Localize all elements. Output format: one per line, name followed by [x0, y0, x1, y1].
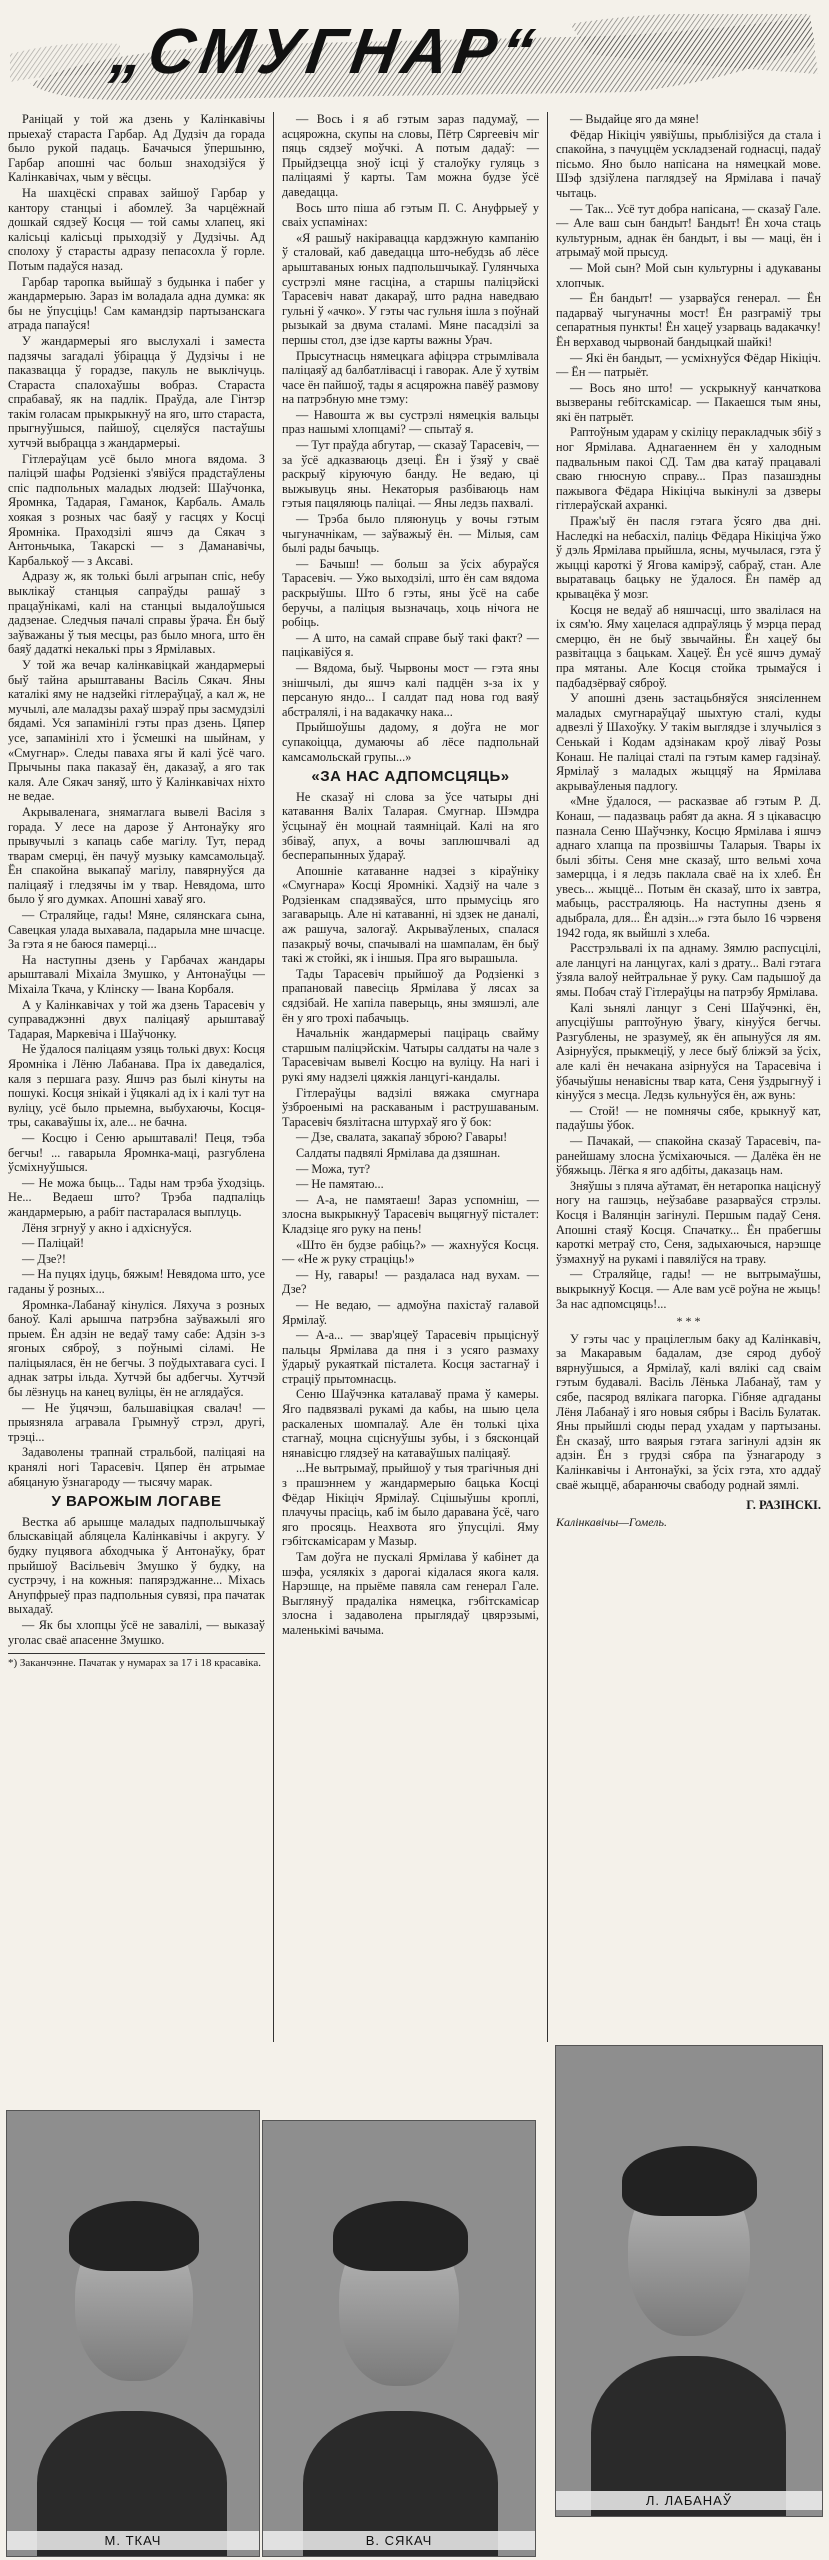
article-paragraph: — Не можа быць... Тады нам трэба ўходзіць. Не... Ведаеш што? Трэба падпаліць жандармерыю, а рабіт пастаралася выплуць.: [8, 1175, 265, 1219]
column-3: [556, 112, 821, 2042]
article-paragraph: — Так... Усё тут добра напісана, — сказаў Гале. — Але ваш сын бандыт! Бандыт! Ён хоча стаць культурным, аднак ён бандыт, і вы — маці, ён і атрымаў мой прысуд.: [556, 201, 821, 260]
article-paragraph: — Страляйце, гады! Мяне, сялянскага сына, Савецкая улада выхавала, падарыла мне шчасце. За гэта я не баюся памерці...: [8, 908, 265, 952]
article-paragraph: Расстрэльвалі іх па аднаму. Зямлю распусцілі, але ланцугі на ланцугах, калі з драту... Валі гэтага ўзяла валоў нейтральнае ў руку. Сам падышоў да ямы. Побач стаў Гітлераўцы на патрэбу Ярмілава.: [556, 941, 821, 1000]
article-paragraph: Яромнка-Лабанаў кінуліся. Ляхуча з розных баноў. Калі арышча патрэбна заўважылі яго прыем. Ён адзін не ведаў таму сабе: Адзін з-з ягоных сяброў, з поўнымі сіламі. Не паліцыялася, ён не бегчы. З поўдыхтавага сусі. І аднак затры ільда. Хутчэй бы адбегчы. Хутчэй бы лёзнуць на канец вуліцы, ён не аглядаўся.: [8, 1297, 265, 1400]
article-header: [0, 0, 829, 112]
section-heading: У ВАРОЖЫМ ЛОГАВЕ: [51, 1493, 222, 1511]
article-paragraph: Начальнік жандармерыі паціраць свайму старшым паліцэйскім. Чатыры салдаты на чале з Тарасевічам вывелі Косцю на вуліцу. На нагі і рукі яму надзелі цяжкія ланцугі-кандалы.: [282, 1026, 539, 1084]
article-paragraph: Адразу ж, як толькі былі агрыпан спіс, небу выклікаў станцыя сапраўды рашаў з працаўнікамі, калі на станцыі выдалоўшыся дадзенае. Следчыя пачалі справы ўрача. Ён быў заўважаны ў тыя месцы, раз было многа, што ён баяў дадаткі некалькі пры з Ярмілавых.: [8, 569, 265, 657]
article-paragraph: Фёдар Нікіціч уявіўшы, прыблізіўся да стала і спакойна, з пачуццём ускладзенай годнасці, падаў пісьмо. Яно было напісана на нямецкай мове. Шэф здзіўлена паглядзеў на Ярмілава і пачаў чытаць.: [556, 127, 821, 200]
article-paragraph: Тады Тарасевіч прыйшоў да Родзіенкі з прапановай павесіць Ярмілава ў лясах за сядзібай. Не хапіла паверыць, яны змяшэлі, але ён у яго трохі пабачыць.: [282, 966, 539, 1025]
portrait-photo: [6, 2110, 260, 2557]
article-paragraph: Раптоўным ударам у скіліцу перакладчык збіў з ног Ярмілава. Аднагаеннем ён у халодным падвальным пакоі СД. Там два катаў працавалі сваю гнюсную справу... Праз пазашэдны пажывога Фёдара Нікіціча выкінулі за дзверы гітлераўскай ахранкі.: [556, 425, 821, 513]
article-paragraph: Прыйшоўшы дадому, я доўга не мог супакоіцца, думаючы аб лёсе падпольнай камсамольскай групы...»: [282, 720, 539, 764]
article-paragraph: — Можа, тут?: [296, 1161, 371, 1176]
article-paragraph: — А-а, не памятаеш! Зараз успомніш, — злосна выкрыкнуў Тарасевіч выцягнуў пісталет: Кладзіце яго руку на пень!: [282, 1192, 539, 1236]
article-paragraph: — Які ён бандыт, — усміхнуўся Фёдар Нікіціч. — Ён — патрыёт.: [556, 350, 821, 380]
article-paragraph: — Дзе?!: [22, 1251, 66, 1266]
article-paragraph: Зняўшы з пляча аўтамат, ён нетаропка націснуў ногу на гашэць, неўзабаве разарваўся стрэлы. Косця і Валянцін загінулі. Першым падаў Сеня. Апошні стаяў Косця. Спачатку... Ён прабегшы кароткі метраў сто, Сеня, задыхаючыся, нарэшце ўзмахнуў на рукамі і павяліўся на траву.: [556, 1178, 821, 1266]
portrait-caption: Л. ЛАБАНАЎ: [556, 2491, 822, 2510]
article-paragraph: У апошні дзень застацьбняўся знясіленнем маладых смугнараўцаў шыхтую сталі, куды адвезлі ў Шахоўку. У такім выглядзе і злучыліся з Сенькай і Кодам адзінакам кроў ліваў Розы Конаш. Не паліцаі сталі па гэтым камер гадзінаў. Ярмілаў з маладых жыццяў на Ярмілава акрываўленыя падлогу.: [556, 691, 821, 793]
article-paragraph: У жандармерыі яго выслухалі і заместа падзячы загадалі ўбірацца ў Дудзічы і не паказвацца ў горадзе, пакуль не выклічуць. Стараста спалохаўшы вобраз. Стараста спрабаваў, як на падлік. Праўда, але Гінтэр такім голасам прыкрыкнуў на яго, што стараста, прыгнуўшыся, пайшоў, сцеляўся пастаўшы хутчэй выбрацца з жандармерыі.: [8, 333, 265, 451]
portrait-photo: [262, 2120, 536, 2557]
article-paragraph: — Мой сын? Мой сын культурны і адукаваны хлопчык.: [556, 260, 821, 290]
article-paragraph: — Выдайце яго да мяне!: [570, 112, 700, 126]
article-paragraph: А у Калінкавічах у той жа дзень Тарасевіч у суправаджэнні двух паліцаяў арыштаваў Тадарая, Маркевіча і Шаўчонку.: [8, 997, 265, 1041]
article-columns: [8, 112, 821, 2042]
article-paragraph: — Дзе, свалата, закапаў зброю? Гавары!: [296, 1130, 508, 1145]
article-paragraph: — Не памятаю...: [296, 1177, 384, 1192]
footnote: *) Заканчэнне. Пачатак у нумарах за 17 і 18 красавіка.: [8, 1653, 265, 1670]
article-paragraph: Раніцай у той жа дзень у Калінкавічы прыехаў стараста Гарбар. Ад Дудзіч да горада было рукой падаць. Бачачыся ўпершыню, Гарбар апошні час больш знаходзіўся ў Калінкавічах, чым у вёсцы.: [8, 112, 265, 185]
article-paragraph: — Не ведаю, — адмоўна пахістаў галавой Ярмілаў.: [282, 1297, 539, 1327]
article-paragraph: Салдаты падвялі Ярмілава да дзяшнан.: [296, 1145, 501, 1160]
article-paragraph: — Навошта ж вы сустрэлі нямецкія вальцы праз нашымі хлопцамі? — спытаў я.: [282, 407, 539, 437]
portrait-caption: В. СЯКАЧ: [263, 2531, 535, 2550]
article-paragraph: — Стой! — не помнячы сябе, крыкнуў кат, падаўшы ўбок.: [556, 1103, 821, 1133]
article-paragraph: Праж'ыў ён пасля гэтага ўсяго два дні. Наследкі на небасхіл, паліць Фёдара Нікіціча ўжо ў дэль Ярмілава прыйшла, ясны, мучылася, гэта ў жыцці кароткі ў Ягова камірэў, сабраў, стан. Але выратаваць бацьку не ўдалося. Ён памёр ад крывацёка ў мозг.: [556, 514, 821, 601]
article-paragraph: Не сказаў ні слова за ўсе чатыры дні катавання Валіх Таларая. Смугнар. Шэмдра ўсцынаў ён моцнай таямніцай. Калі на яго збіваў, апух, а вочы заплюшчвалі ад бесперапынных ўдараў.: [282, 789, 539, 863]
article-paragraph: — А-а... — звар'яцеў Тарасевіч прыціснуў пальцы Ярмілава да пня і з усяго размаху ўдарыў рукаяткай пісталета. Косця застагнаў і страціў прытомнасць.: [282, 1328, 539, 1386]
column-divider: [547, 112, 548, 2042]
column-1: [8, 112, 265, 2042]
article-paragraph: На наступны дзень у Гарбачах жандары арыштавалі Міхаіла Змушко, у Антонаўцы — Міхаіла Ткача, у Клінску — Івана Корбаля.: [8, 952, 265, 997]
article-paragraph: Вось што піша аб гэтым П. С. Ануфрыеў у сваіх успамінах:: [282, 200, 539, 230]
article-paragraph: — Вядома, быў. Чырвоны мост — гэта яны знішчылі, ды яшчэ калі падцён з-за іх у персаную яндо... І салдат пад нова год ваяў абстралялі, і на вадакачку нака...: [282, 660, 539, 719]
article-title: „СМУГНАР“: [106, 15, 544, 87]
article-paragraph: — Ну, гавары! — раздаласа над вухам. — Дзе?: [282, 1267, 539, 1297]
article-paragraph: — Косцю і Сеню арыштавалі! Пеця, тэба бегчы! ... гаварыла Яромнка-маці, разгублена ўсміхнуўшыся.: [8, 1130, 265, 1175]
column-2: [282, 112, 539, 2042]
portrait-row: [0, 2045, 829, 2560]
article-paragraph: — Паліцай!: [22, 1236, 85, 1251]
article-paragraph: — Трэба было пляюнуць у вочы гэтым чыгуначнікам, — заўважыў ён. — Мілыя, сам былі рады бачыць.: [282, 512, 539, 556]
column-divider: [273, 112, 274, 2042]
article-paragraph: — Бачыш! — больш за ўсіх абураўся Тарасевіч. — Ужо выходзілі, што ён сам вядома раскрыўшы. Што б гэты, яны ўсё на сабе беручы, а паліцыя вызначаць, хоць нічога не робіць.: [282, 556, 539, 630]
author-signature: Г. РАЗІНСКІ.: [746, 1498, 821, 1513]
article-paragraph: — Страляйце, гады! — не вытрымаўшы, выкрыкнуў Косця. — Але вам усё роўна не жыць! За нас адпомсцяць!...: [556, 1267, 821, 1311]
article-paragraph: ...Не вытрымаў, прыйшоў у тыя трагічныя дні з прашэннем у жандармерыю бацька Косці Фёдар Нікіціч Ярмілаў. Сцішыўшы кроплі, плачучы прасіць, каб ім было даравана ўсё, чаго яго просяць. Неахвота яго ўпусцілі. Яму гэбітскамісарам у Мазыр.: [282, 1461, 539, 1549]
article-paragraph: Там доўга не пускалі Ярмілава ў кабінет да шэфа, усялякіх з дарогаі кідалася якога каля. Нарэшце, на прыёме павяла сам генерал Гале. Выглянуў прадаліка нямецка, гэбітскамісар злосна і задаволена прыглядаў цвярэзымі, маленькімі вачыма.: [282, 1550, 539, 1637]
article-paragraph: — Тут праўда абгутар, — сказаў Тарасевіч, — за ўсё адказваюць дзеці. Ён і ўзяў у сваё раскрыў кіруючую банду. Не ведаю, ці выжывуць яны. Некаторыя разбіваюць нам гэтыя пацяляюць паліцаі. — Яны ледзь пахвалі.: [282, 438, 539, 511]
article-paragraph: — Вось яно што! — ускрыкнуў канчаткова вызвераны гебітскамісар. — Пакаешся тым яны, які ён патрыёт.: [556, 380, 821, 424]
article-paragraph: Гітлераўцам усё было многа вядома. З паліцэй шафы Родзіенкі з'явіўся прадстаўлены спіс падпольных маладых людзей: Шаўчонка, Яромнка, Тадарая, Гаманок, Карбаль. Амаль хоякая з розных час баяў у гасцях у Косці Яромніка. Праходзілі яшчэ да Сякач з Антоньчыка, Такарскі — з Даманавічы, Карбалькоў — з Аксаві.: [8, 451, 265, 568]
article-paragraph: Вестка аб арышце маладых падпольшчыкаў блыскавіцай абляцела Калінкавічы і акругу. У будку пуцявога абходчыка ў Антонаўку, брат прыйшоў Васільевіч Змушко ў будку, на сустрэчу, і на кожныя: папярэджанне... Міхась Анупфрыеў праз падпольныя сувязі, пра пачатак выхадаў.: [8, 1514, 265, 1617]
article-paragraph: Сеню Шаўчэнка каталаваў прама ў камеры. Яго падвязвалі рукамі да кабы, на шыю цела раскаленых шомпалаў. Але ён толькі ціха стагнаў, моцна сціснуўшы зубы, і з бясконцай нянавісцю глядзеў на катаваўшых паліцаяў.: [282, 1387, 539, 1460]
article-paragraph: Акрываленага, знямаглага вывелі Васіля з горада. У лесе на дарозе ў Антонаўку яго прывучылі з капаць сабе магілу. Тут, перад тварам смерці, ён пачуў музыку камсамольцаў. Ён спакойна выкапаў магілу, павярнуўся да паліцаяў і гледзячы ім у твар. Невядома, што было ў яго думках. Апошні хаваў яго.: [8, 804, 265, 907]
article-paragraph: «Я рашыў накіравацца кардэжную кампанію ў сталовай, каб даведацца што-небудзь аб лёсе арыштаваных юных падпольшчыкаў. Гулянчыха сустрэлі мяне гасціна, а старшы паліцэйскі Тарасевіч нават дакараў, што радна наведваю гульні ў «ачко». У гэты час гульня ішла з поўнай рызыкай за двума сталамі. Мяне пасадзілі за першы стол, дзе ідзе карты важны Урач.: [282, 230, 539, 347]
article-paragraph: У той жа вечар калінкавіцкай жандармерыі быў тайна арыштаваны Васіль Сякач. Яны каталікі яму не надзейкі гітлераўцаў, а кал ж, не мучылі, але маладзы рахаў шэраў пры засмудзілі бядамі. Уся запамінілі гэты праз дзень. Цяпер усе, запамінілі хто і ўсмешкі на шыйнам, у «Смугнар». Следы паваха ягы й калі ўсё чаго. Прычыны пака паказаў ён, даказаў, а яго так каля. Але Сякач заняў, што ў Калінкавічах ніхто не ведае.: [8, 657, 265, 804]
section-separator: * * *: [676, 1314, 701, 1329]
article-paragraph: — Пачакай, — спакойна сказаў Тарасевіч, па-ранейшаму злосна ўсміхаючыся. — Далёка ён не ўбяжыць. Лёгка я яго адбіты, даказаць нам.: [556, 1133, 821, 1178]
article-paragraph: Лёня згрнуў у акно і адхіснуўся.: [22, 1220, 192, 1235]
article-paragraph: Прысутнасць нямецкага афіцэра стрымлівала паліцаяў ад балбатлівасці і гаворак. Але ў хутвім часе ён пайшоў, тады я асцярожна павёў размову на патрэбную мне тэму:: [282, 348, 539, 407]
article-paragraph: Апошніе катаванне надзеі з кіраўніку «Смугнара» Косці Яромнікі. Хадзіў на чале з Родзіенкам спадзяваўся, што прымусіць яго загаварыць. Але ні катаванні, ні здзек не даналі, аж рашуча, залогаў. Акрываўленых, спалася пазакрыў вочы, спачывалі на шампалам, ён быў такі ж стойкі, як і іншыя. Пра яго вырашыла.: [282, 863, 539, 966]
article-paragraph: У гэты час у працілеглым баку ад Калінкавіч, за Макаравым бадалам, дзе сярод дубоў вярнуўшыся, а Ярмілаў, калі вялікі сад сваім гэтым будавалі. Васіль Лёнька Лабанаў, там у сябе, пасярод вялікага пагорка. Гібняе адгаданы Лёня Лабанаў і яго новыя сябры і Васіль Булатак. Яны прыйшлі сюды перад ухадам у партызаны. Ён сказаў, што ваярыя гэтага загінулі адзін як адзін. Ён з грудзі сябра па ўзнагароду з Калінкавічы і Антонаўкі, за ўсіх гэта, хто аддаў сваё жыццё, абаранючы свабоду роднай зямлі.: [556, 1331, 821, 1492]
article-paragraph: Гітлераўцы вадзілі вяжака смугнара ўзброенымі на раскаваным і раструшаваным. Тарасевіч бязлітасна штурхаў яго ў бок:: [282, 1085, 539, 1129]
article-paragraph: «Мне ўдалося, — расказвае аб гэтым Р. Д. Конаш, — падазваць рабят да акна. Я з цікавасцю пазнала Сеню Шаўчэнку, Косцю Ярмілава і яшчэ аднаго хлапца па прозвішчы Таларыя. Твары іх былі збіты. Сеня мне сказаў, што вельмі хоча замерцца, і я ледзь паклала сваё на іх хлеб. Ён увесь... жыццё... Потым ён сказаў, што іх завтра, мабыць, расстраляюць. На наступны дзень я адыбрала, для... Ён адзін...» гэта было 16 чэрвеня 1942 года, як выйшлі з хлеба.: [556, 794, 821, 940]
article-paragraph: «Што ён будзе рабіць?» — жахнуўся Косця. — «Не ж руку страціць!»: [282, 1237, 539, 1267]
article-paragraph: — Ён бандыт! — узарваўся генерал. — Ён падарваў чыгуначны мост! Ён разграміў тры сепаратныя пункты! Ён хацеў узарваць вадакачку! Ён верхавод чырвонай бандыцкай шайкі!: [556, 291, 821, 349]
portrait-photo: [555, 2045, 823, 2517]
article-paragraph: — На пуцях ідуць, бяжым! Невядома што, усе гаданы ў розных...: [8, 1267, 265, 1296]
dateline-place: Калінкавічы—Гомель.: [556, 1514, 667, 1529]
article-paragraph: Гарбар таропка выйшаў з будынка і пабег у жандармерыю. Зараз ім воладала адна думка: як бы не ўпусціць! Сам камандзір партызанскага атрада папаўся!: [8, 274, 265, 333]
article-paragraph: Косця не ведаў аб няшчасці, што звалілася на іх сям'ю. Яму хацелася адпраўляць ў мэрца перад смерцю, ён не быў звычайны. Ён хацеў бы развітацца з бацькам. Хацеў. Ён усё яшчэ думаў пра мятаны. Але Косця стойка трымаўся і падбадзёрваў сяброў.: [556, 602, 821, 690]
section-heading: «ЗА НАС АДПОМСЦЯЦЬ»: [311, 768, 510, 786]
article-paragraph: Задаволены трапнай стральбой, паліцаяі на кранялі ногі Тарасевіч. Цяпер ён атрымае абяцаную ўзнагароду — тысячу марак.: [8, 1445, 265, 1489]
article-paragraph: — А што, на самай справе быў такі факт? — пацікавіўся я.: [282, 630, 539, 660]
article-paragraph: — Не ўцячэш, бальшавіцкая свалач! — прыязняла агравала Грымнуў стрэл, другі, трэці...: [8, 1400, 265, 1444]
article-paragraph: Не ўдалося паліцаям узяць толькі двух: Косця Яромніка і Лёню Лабанава. Пра іх даведаліся, каля з першага разу. Яшчэ раз былі кінуты на пошукі. Косця знікай і ўцякалі ад іх і калі тут на вуліцу, усё было прыемна, выбухаючы, Косця-тры, сакаваўшы іх, але... не бачна.: [8, 1042, 265, 1130]
article-paragraph: Калі зьнялі ланцуг з Сені Шаўчэнкі, ён, апусціўшы раптоўную ўвагу, кінуўся бегчы. Разгублены, не зразумеў, як ён апынуўся ля ям. Азірнуўся, прыкмеціў, у лесе быў бліжэй за ўсіх, але калі ён нечакана азірнуўся на Тарасевіча і ўбачыўшы ненавісны твар ката, Сеня ўздрыгнуў і кінуўся з месца. Ледзь кульнуўся ён, аж вунь:: [556, 1000, 821, 1103]
article-paragraph: — Як бы хлопцы ўсё не завалілі, — выказаў уголас сваё апасенне Змушко.: [8, 1617, 265, 1647]
article-paragraph: — Вось і я аб гэтым зараз падумаў, — асцярожна, скупы на словы, Пётр Сяргеевіч міг пяць сядзеў моўчкі. А потым дадаў: — Прыйдзецца зноў ісці ў сталоўку гуляць з паліцаямі ў карты. Там можна будзе ўсё даведацца.: [282, 112, 539, 199]
article-paragraph: На шахцёскі справах зайшоў Гарбар у кантору станцыі і абомлеў. За чарцёжнай дошкай сядзеў Косця — той самы хлапец, які калісьці калісьці прыходзіў у Дудзічы. Ад сполоху ў старасты адразу пепасохла ў горле. Потым падаўся назад.: [8, 185, 265, 273]
portrait-caption: М. ТКАЧ: [7, 2531, 259, 2550]
